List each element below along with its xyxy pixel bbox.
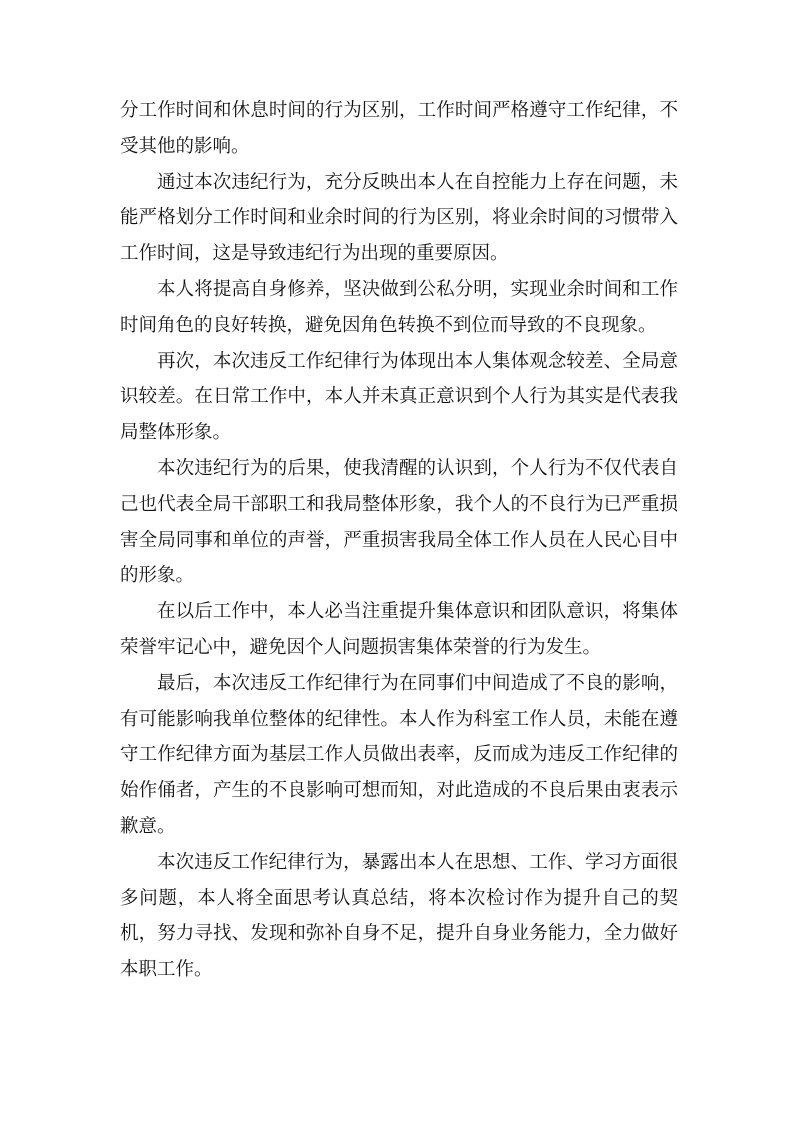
document-body (120, 93, 678, 988)
paragraph-continued: 分工作时间和休息时间的行为区别，工作时间严格遵守工作纪律，不受其他的影响。 (120, 100, 678, 157)
paragraph-collective-awareness: 再次，本次违反工作纪律行为体现出本人集体观念较差、全局意识较差。在日常工作中，本人并未真正意识到个人行为其实是代表我局整体形象。 (120, 350, 678, 444)
paragraph-consequences: 本次违纪行为的后果，使我清醒的认识到，个人行为不仅代表自己也代表全局干部职工和我局整体形象，我个人的不良行为已严重损害全局同事和单位的声誉，严重损害我局全体工作人员在人民心目中的形象。 (120, 457, 678, 587)
paragraph-team-spirit: 在以后工作中，本人必当注重提升集体意识和团队意识，将集体荣誉牢记心中，避免因个人问题损害集体荣誉的行为发生。 (120, 601, 678, 658)
paragraph-conclusion: 本次违反工作纪律行为，暴露出本人在思想、工作、学习方面很多问题，本人将全面思考认真总结，将本次检讨作为提升自己的契机，努力寻找、发现和弥补自身不足，提升自身业务能力，全力做好本职工作。 (120, 851, 678, 981)
paragraph-apology: 最后，本次违反工作纪律行为在同事们中间造成了不良的影响，有可能影响我单位整体的纪律性。本人作为科室工作人员，未能在遵守工作纪律方面为基层工作人员做出表率，反而成为违反工作纪律的始作俑者，产生的不良影响可想而知，对此造成的不良后果由衷表示歉意。 (120, 672, 678, 837)
paragraph-self-improvement: 本人将提高自身修养，坚决做到公私分明，实现业余时间和工作时间角色的良好转换，避免因角色转换不到位而导致的不良现象。 (120, 278, 678, 336)
paragraph-self-control: 通过本次违纪行为，充分反映出本人在自控能力上存在问题，未能严格划分工作时间和业余时间的行为区别，将业余时间的习惯带入工作时间，这是导致违纪行为出现的重要原因。 (120, 171, 678, 265)
